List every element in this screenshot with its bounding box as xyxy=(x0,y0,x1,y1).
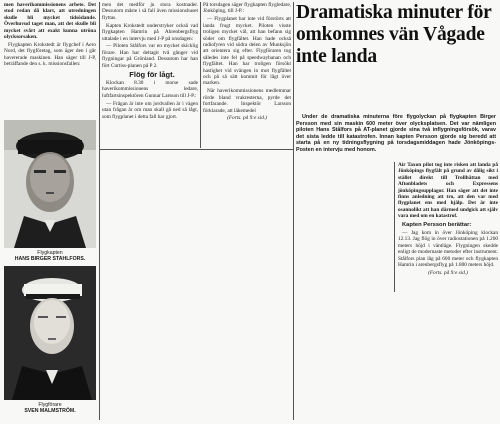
caption-2-name: SVEN MALMSTRÖM. xyxy=(24,408,76,415)
portrait-photo-malmstrom xyxy=(4,266,96,400)
column-2-text xyxy=(102,2,198,148)
col5-subhead: Kapten Persson berättar: xyxy=(402,221,472,228)
col5-paragraph: Air Taxon pilot tog inte risken att landa på Jönköpings flygfält på grund av dålig sikt i stället direkt till Trollhättan med Aftonbladets och Expressens jönköpingsupplagor. Han säger att det inte finns anledning att tro, att den var med flygplanet ens med hjälp. Det är inte osannolikt att han därmed undgick att själv vara med om en katastrof. xyxy=(398,162,498,220)
column-5-text xyxy=(398,162,498,292)
article-headline: Dramatiska minuter för omkomnes vän Vågade inte landa xyxy=(296,2,492,67)
col2-paragraph: Kapten Krokstedt understryker också vad flygkapten Hamrin på Ahrenbergsflyg uttalade i en intervju med J-P på onsdagen: xyxy=(102,22,198,42)
portrait-photo-stahlfors xyxy=(4,120,96,248)
portrait-image xyxy=(4,120,96,248)
section-rule xyxy=(100,149,293,150)
column-rule xyxy=(200,2,201,148)
col5-continued: (Forts. på 9:e sid.) xyxy=(428,270,468,276)
col5-paragraph: — Jag kom in över Jönköping klockan 12.13. Jag flög in över radiostationen på 1.200 meters höjd i väntläge. Flygningen skedde enligt de modernaste metoder efter instrument. Stålfors plan låg på 600 meter och flygkapten Hamrin i arenbergsflyg på 1.800 meters höjd. xyxy=(398,230,498,269)
column-3-text xyxy=(203,2,291,148)
caption-1-name: HANS BIRGER STAHLFORS. xyxy=(14,256,86,263)
col2-subhead: Flög för lågt. xyxy=(129,70,175,80)
caption-1-title: Flygkapten xyxy=(37,250,63,256)
column-rule xyxy=(99,2,100,420)
col3-paragraph: På torsdagen säger flygkapten flygledare, Jönköping, till J-P.: xyxy=(203,2,291,15)
article-lead: Under de dramatiska minuterna före flygolyckan på flygkapten Birger Persson med sin maskin 600 meter över olycksplatsen. Det var nämligen piloten Hans Stålfors på AT-planet gjorde sina två inflygningsförsök, varav det sista ledde till katastrofen. Innan kapten Persson gjorde sig beredd att starta på en ny tidningsflygning på torsdagsmiddagen hade Jönköpings-Posten en intervju med honom. xyxy=(296,114,496,153)
column-5-box xyxy=(394,162,498,292)
col2-paragraph: Klockan 8.30 i morse sade haverikommissionens ledare, luftfartsinspektören Gunnar Larsson till J-P.: xyxy=(102,79,198,99)
col3-paragraph: — Flygplanet har inte vid förstörts att landa frugt mycket. Piloten visste troligen mycket väl, att han befann sig söder om flygfältet. Han hade också radiofyren vid södra delen av Munksjön att orientera sig efter. Flygföraren tog således inte fel på speedwaybanan och flygfältet. Han har troligen försökt hastighet vid svängen in mot flygfältet och på så sätt kommit för lågt över marken. xyxy=(203,16,291,87)
col1-paragraph: Flygkapten Krokstedt är flygchef i Aero Nord, det flygföretag, som äger den i går havererade maskinen. Han säger till J-P, beträffande den s. k. missionsfallen: xyxy=(4,41,96,68)
col3-paragraph: När haverikommissionens medlemmar rörde bland vrakresterna, pyrde det fortfarande. Inspektör Larsson förklarade, att läkemedel xyxy=(203,88,291,114)
col2-paragraph: — Frågan är inte om jordvallen är i vägen utan frågan är om man skall gå ned så lågt, som flygplanet i detta fall har gjort. xyxy=(102,100,198,120)
col2-paragraph: men det medför ju stora kostnader. Dessutom måste i så fall även missionshuset flyttas. xyxy=(102,2,198,21)
col2-paragraph: — Piloten Stålfors var en mycket skicklig förare. Han har deltagit två gånger vid flygningar på Grönland. Dessutom har han fört Curtiss-planen på P 2. xyxy=(102,43,198,69)
photo-caption-2 xyxy=(4,402,96,414)
portrait-image xyxy=(4,266,96,400)
column-rule xyxy=(293,2,294,420)
photo-caption-1 xyxy=(4,250,96,262)
caption-2-title: Flygförare xyxy=(38,402,62,408)
column-1-text xyxy=(4,2,96,120)
col3-continued: (Forts. på 9:e sid.) xyxy=(227,115,267,122)
col1-paragraph: men haverikommissionens arbete. Det stod redan då klart, att utredningen skulle bli mycket tidsödande. Överhuvud taget man, att det skulle bli mycket svårt att exakt kunna utröna olycksorsaken. xyxy=(4,2,96,41)
